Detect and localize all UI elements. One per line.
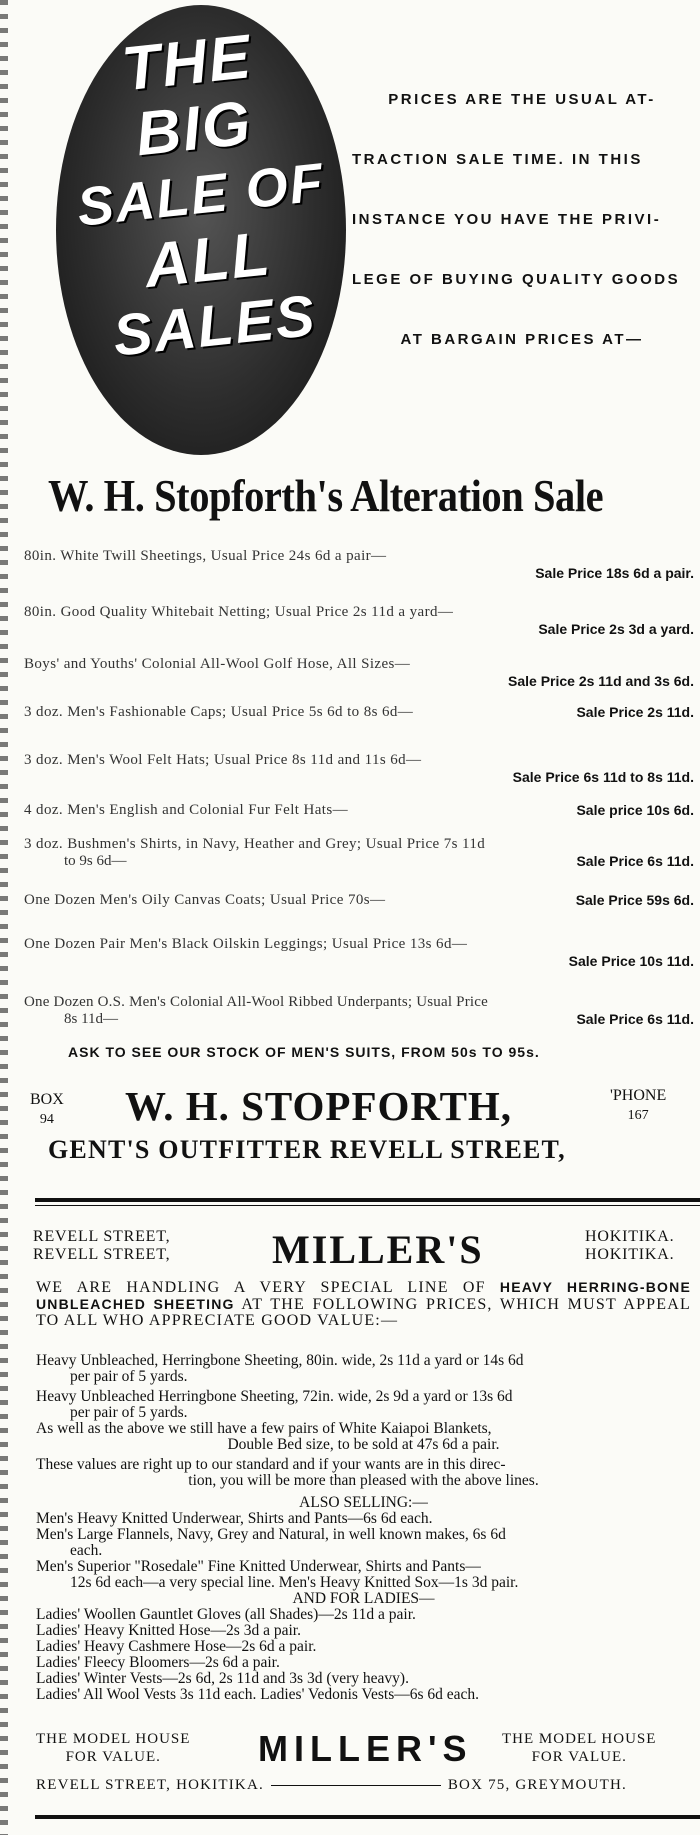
sale-item xyxy=(24,752,694,785)
suits-notice: ASK TO SEE OUR STOCK OF MEN'S SUITS, FROM 50s TO 95s. xyxy=(68,1044,540,1060)
item-price: Sale Price 18s 6d a pair. xyxy=(535,565,694,581)
stopforth-name: W. H. STOPFORTH, xyxy=(125,1083,513,1129)
promo-line: TRACTION SALE TIME. IN THIS xyxy=(352,151,643,168)
sheeting-line: Heavy Unbleached, Herringbone Sheeting, 80in. wide, 2s 11d a yard or 14s 6d xyxy=(36,1352,524,1369)
blankets-line: As well as the above we still have a few pairs of White Kaiapoi Blankets, xyxy=(36,1420,492,1437)
foot-line: FOR VALUE. xyxy=(531,1749,627,1765)
mens-line: 12s 6d each—a very special line. Men's Heavy Knitted Sox—1s 3d pair. xyxy=(70,1574,519,1591)
mens-line: each. xyxy=(70,1542,103,1559)
foot-line: FOR VALUE. xyxy=(65,1749,161,1765)
item-desc-cont: 8s 11d— xyxy=(64,1011,119,1027)
gents-outfitter-line: GENT'S OUTFITTER REVELL STREET, xyxy=(48,1135,566,1164)
bottom-address: REVELL STREET, HOKITIKA. xyxy=(36,1777,264,1793)
item-desc: 3 doz. Bushmen's Shirts, in Navy, Heather and Grey; Usual Price 7s 11d xyxy=(24,836,486,852)
ladies-line: Ladies' Heavy Cashmere Hose—2s 6d a pair. xyxy=(36,1638,317,1655)
box-value: 94 xyxy=(39,1112,54,1127)
phone-label: 'PHONE xyxy=(610,1087,667,1104)
sheeting-line: Heavy Unbleached Herringbone Sheeting, 72in. wide, 2s 9d a yard or 13s 6d xyxy=(36,1388,513,1405)
item-price: Sale Price 6s 11d. xyxy=(576,1011,694,1027)
sale-item xyxy=(24,548,694,581)
address-line: HOKITIKA. xyxy=(585,1228,675,1245)
sheeting-line: per pair of 5 yards. xyxy=(70,1404,188,1421)
divider xyxy=(35,1815,700,1819)
blankets-line: Double Bed size, to be sold at 47s 6d a pair. xyxy=(227,1436,500,1453)
also-selling-heading: ALSO SELLING:— xyxy=(299,1494,428,1511)
item-desc: One Dozen Men's Oily Canvas Coats; Usual Price 70s— xyxy=(24,892,386,908)
mens-line: Men's Large Flannels, Navy, Grey and Natural, in well known makes, 6s 6d xyxy=(36,1526,506,1543)
address-line: HOKITIKA. xyxy=(585,1246,675,1263)
item-desc: 80in. White Twill Sheetings, Usual Price 24s 6d a pair— xyxy=(24,548,387,564)
box-label: BOX xyxy=(30,1091,64,1108)
item-price: Sale Price 10s 11d. xyxy=(568,953,694,969)
sale-item xyxy=(24,704,694,721)
item-desc: 3 doz. Men's Wool Felt Hats; Usual Price 8s 11d and 11s 6d— xyxy=(24,752,422,768)
oval-line: SALE OF xyxy=(74,152,328,238)
sale-item xyxy=(24,994,694,1028)
sale-item xyxy=(24,836,694,870)
item-desc: 4 doz. Men's English and Colonial Fur Felt Hats— xyxy=(24,802,348,818)
address-line: REVELL STREET, xyxy=(33,1246,171,1263)
item-price: Sale Price 2s 11d. xyxy=(576,704,694,720)
oval-line: SALES xyxy=(110,282,320,369)
item-price: Sale Price 6s 11d. xyxy=(576,853,694,869)
millers-title: MILLER'S xyxy=(272,1227,484,1272)
sheeting-line: per pair of 5 yards. xyxy=(70,1368,188,1385)
ladies-line: Ladies' All Wool Vests 3s 11d each. Ladies' Vedonis Vests—6s 6d each. xyxy=(36,1686,480,1703)
mens-line: Men's Heavy Knitted Underwear, Shirts and Pants—6s 6d each. xyxy=(36,1510,433,1527)
bottom-rule xyxy=(271,1785,441,1786)
intro-text: WE ARE HANDLING A VERY SPECIAL LINE OF xyxy=(36,1279,486,1296)
millers-sheeting xyxy=(36,1353,691,1703)
promo-line: LEGE OF BUYING QUALITY GOODS xyxy=(352,271,681,288)
bottom-box: BOX 75, GREYMOUTH. xyxy=(447,1777,627,1793)
millers-address-left xyxy=(33,1228,170,1264)
item-desc: 3 doz. Men's Fashionable Caps; Usual Price 5s 6d to 8s 6d— xyxy=(24,704,414,720)
sale-item xyxy=(24,892,694,909)
promo-text xyxy=(352,70,692,370)
divider xyxy=(35,1205,700,1206)
item-price: Sale Price 2s 11d and 3s 6d. xyxy=(508,673,694,689)
ladies-line: Ladies' Fleecy Bloomers—2s 6d a pair. xyxy=(36,1654,280,1671)
sale-item xyxy=(24,802,694,819)
millers-bottom-line xyxy=(36,1777,691,1794)
foot-line: THE MODEL HOUSE xyxy=(36,1731,191,1747)
item-price: Sale Price 6s 11d to 8s 11d. xyxy=(512,769,694,785)
millers-address-right xyxy=(585,1228,674,1264)
sale-item xyxy=(24,936,694,969)
box-number xyxy=(30,1090,64,1130)
divider xyxy=(35,1198,700,1202)
foot-line: THE MODEL HOUSE xyxy=(502,1731,657,1747)
oval-headline xyxy=(40,16,363,375)
oval-line: ALL xyxy=(141,219,275,302)
sale-item xyxy=(24,656,694,689)
item-desc: One Dozen Pair Men's Black Oilskin Leggings; Usual Price 13s 6d— xyxy=(24,936,468,952)
ladies-heading: AND FOR LADIES— xyxy=(292,1590,435,1607)
left-margin-border xyxy=(0,0,8,1835)
item-desc-cont: to 9s 6d— xyxy=(64,853,127,869)
promo-line: AT BARGAIN PRICES AT— xyxy=(400,331,644,348)
item-price: Sale price 10s 6d. xyxy=(576,802,694,818)
values-line: These values are right up to our standard and if your wants are in this direc- xyxy=(36,1456,506,1473)
ladies-line: Ladies' Woollen Gauntlet Gloves (all Shades)—2s 11d a pair. xyxy=(36,1606,416,1623)
intro-text: AT THE FOLLOWING PRICES, WHICH MUST APPEAL TO ALL WHO APPRECIATE GOOD VALUE:— xyxy=(36,1296,691,1329)
sale-item xyxy=(24,604,694,637)
ladies-line: Ladies' Winter Vests—2s 6d, 2s 11d and 3s 3d (very heavy). xyxy=(36,1670,409,1687)
item-desc: 80in. Good Quality Whitebait Netting; Usual Price 2s 11d a yard— xyxy=(24,604,454,620)
millers-footer-name: MILLER'S xyxy=(258,1728,473,1769)
mens-line: Men's Superior "Rosedale" Fine Knitted Underwear, Shirts and Pants— xyxy=(36,1558,481,1575)
ladies-line: Ladies' Heavy Knitted Hose—2s 3d a pair. xyxy=(36,1622,301,1639)
item-desc: One Dozen O.S. Men's Colonial All-Wool Ribbed Underpants; Usual Price xyxy=(24,994,488,1010)
promo-line: INSTANCE YOU HAVE THE PRIVI- xyxy=(352,211,662,228)
phone-number xyxy=(610,1086,666,1126)
intro-bold: HEAVY HERRING-BONE UNBLEACHED SHEETING xyxy=(36,1279,691,1312)
model-house-right xyxy=(502,1730,656,1766)
item-price: Sale Price 59s 6d. xyxy=(575,892,694,908)
item-price: Sale Price 2s 3d a yard. xyxy=(538,621,694,637)
item-desc: Boys' and Youths' Colonial All-Wool Golf Hose, All Sizes— xyxy=(24,656,411,672)
values-line: tion, you will be more than pleased with the above lines. xyxy=(188,1472,539,1489)
sale-title: W. H. Stopforth's Alteration Sale xyxy=(48,471,604,521)
millers-intro xyxy=(36,1279,691,1329)
address-line: REVELL STREET, xyxy=(33,1228,171,1245)
oval-line: THE xyxy=(118,22,256,105)
model-house-left xyxy=(36,1730,190,1766)
phone-value: 167 xyxy=(627,1108,649,1123)
oval-line: BIG xyxy=(132,88,256,170)
promo-line: PRICES ARE THE USUAL AT- xyxy=(388,91,656,108)
